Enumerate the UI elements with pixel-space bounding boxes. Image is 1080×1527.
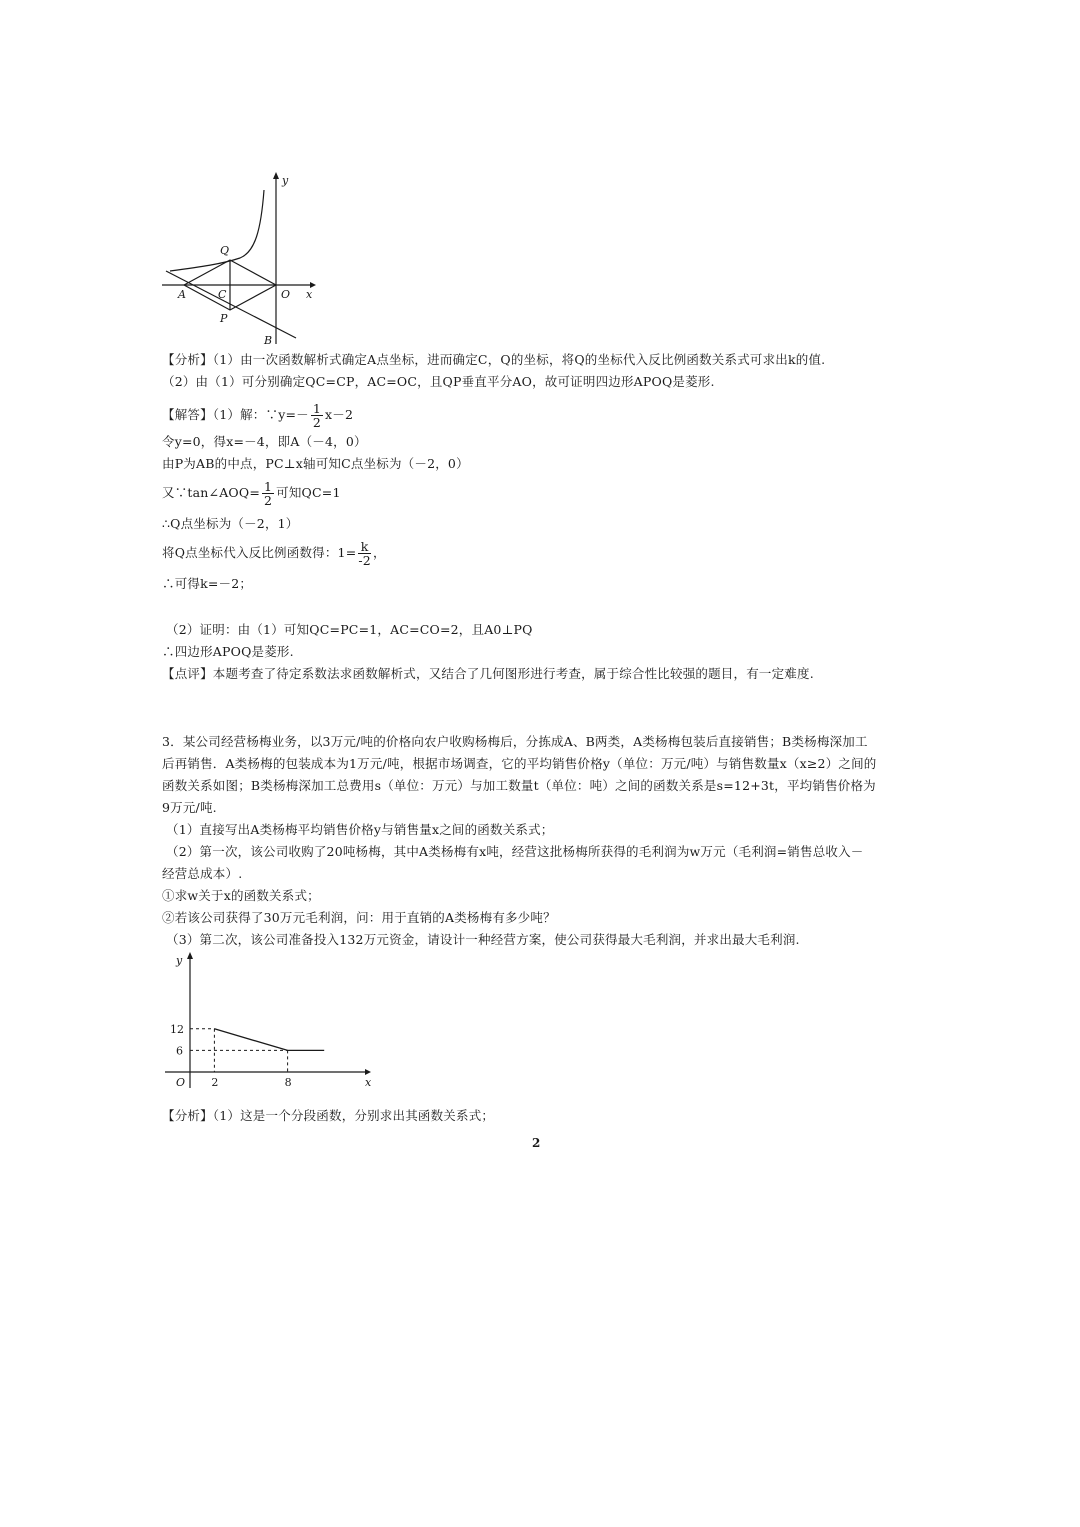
y-axis-arrow [187, 952, 193, 959]
substitute-suffix: ， [372, 545, 386, 560]
answer-line-equation [162, 400, 353, 430]
problem3-line-1: 3．某公司经营杨梅业务，以3万元/吨的价格向农户收购杨梅后，分拣成A、B两类，A类杨梅包装后直接销售；B类杨梅深加工 [162, 734, 868, 749]
fraction-denominator: -2 [358, 553, 371, 568]
tan-suffix: 可知QC=1 [276, 485, 341, 500]
problem3-line-3: 函数关系如图；B类杨梅深加工总费用s（单位：万元）与加工数量t（单位：吨）之间的函数关系是s=12+3t，平均销售价格为 [162, 778, 876, 793]
answer-line-tan [162, 478, 341, 508]
label-o: O [281, 288, 291, 301]
problem3-part-3: （3）第二次，该公司准备投入132万元资金，请设计一种经营方案，使公司获得最大毛利润，并求出最大毛利润. [166, 932, 800, 947]
series-line [214, 1029, 324, 1051]
fraction-numerator: 1 [312, 401, 321, 416]
problem3-line-2: 后再销售．A类杨梅的包装成本为1万元/吨，根据市场调查，它的平均销售价格y（单位：万元/吨）与销售数量x（x≥2）之间的 [162, 756, 877, 771]
fraction-k [358, 540, 371, 567]
fraction-denominator: 2 [264, 493, 273, 508]
answer-line-a: 令y=0，得x=－4，即A（－4，0） [162, 434, 367, 449]
comment-line: 【点评】本题考查了待定系数法求函数解析式，又结合了几何图形进行考查，属于综合性比较强的题目，有一定难度. [162, 666, 814, 681]
problem3-analysis: 【分析】（1）这是一个分段函数，分别求出其函数关系式； [162, 1108, 495, 1123]
fraction-numerator: k [358, 540, 371, 554]
page-number: 2 [532, 1136, 541, 1150]
fraction-numerator: 1 [264, 479, 273, 494]
answer-equation-suffix: x－2 [325, 407, 354, 422]
y-axis-label: y [176, 954, 183, 967]
y-axis-arrow [273, 172, 279, 179]
answer-line-k: ∴可得k=－2； [162, 576, 253, 591]
x-axis-arrow [365, 1069, 371, 1075]
problem3-part-2d: ②若该公司获得了30万元毛利润，问：用于直销的A类杨梅有多少吨？ [162, 910, 556, 925]
proof-line-2: ∴四边形APOQ是菱形. [162, 644, 294, 659]
answer-line-c: 由P为AB的中点，PC⊥x轴可知C点坐标为（－2，0） [162, 456, 469, 471]
label-c: C [218, 288, 227, 301]
answer-line-substitute [162, 538, 386, 568]
substitute-prefix: 将Q点坐标代入反比例函数得：1= [162, 545, 357, 560]
label-p: P [220, 312, 228, 325]
problem3-line-4: 9万元/吨. [162, 800, 217, 815]
problem3-part-2b: 经营总成本）. [162, 866, 243, 881]
tan-prefix: 又∵tan∠AOQ= [162, 485, 260, 500]
problem3-part-2a: （2）第一次，该公司收购了20吨杨梅，其中A类杨梅有x吨，经营这批杨梅所获得的毛利润为w万元（毛利润=销售总收入－ [166, 844, 864, 859]
hyperbola-curve [170, 190, 264, 271]
label-a: A [178, 288, 186, 301]
problem3-part-1: （1）直接写出A类杨梅平均销售价格y与销售量x之间的函数关系式； [166, 822, 554, 837]
y-tick-label-0: 6 [176, 1044, 183, 1058]
label-q: Q [220, 244, 230, 257]
analysis-line-2: （2）由（1）可分别确定QC=CP，AC=OC，且QP垂直平分AO，故可证明四边形APOQ是菱形. [162, 374, 715, 389]
price-function-chart [160, 950, 380, 1095]
label-b: B [264, 334, 273, 347]
proof-line-1: （2）证明：由（1）可知QC=PC=1，AC=CO=2，且A0⊥PQ [166, 622, 533, 637]
x-tick-label-1: 8 [284, 1076, 292, 1089]
analysis-line-1: 【分析】（1）由一次函数解析式确定A点坐标，进而确定C，Q的坐标，将Q的坐标代入反比例函数关系式可求出k的值. [162, 352, 826, 367]
rhombus-hyperbola-figure [160, 170, 330, 350]
problem3-part-2c: ①求w关于x的函数关系式； [162, 888, 320, 903]
fraction-one-half [311, 402, 323, 429]
x-tick-label-0: 2 [211, 1076, 219, 1089]
answer-equation-prefix: 【解答】（1）解：∵y=－ [162, 407, 309, 422]
answer-line-q: ∴Q点坐标为（－2，1） [162, 516, 299, 531]
label-x: x [306, 288, 313, 301]
y-tick-label-1: 12 [170, 1022, 184, 1036]
fraction-denominator: 2 [312, 415, 321, 430]
x-axis-label: x [365, 1076, 372, 1089]
label-y: y [282, 174, 289, 187]
fraction-tan [262, 480, 274, 507]
origin-label: O [176, 1076, 186, 1089]
